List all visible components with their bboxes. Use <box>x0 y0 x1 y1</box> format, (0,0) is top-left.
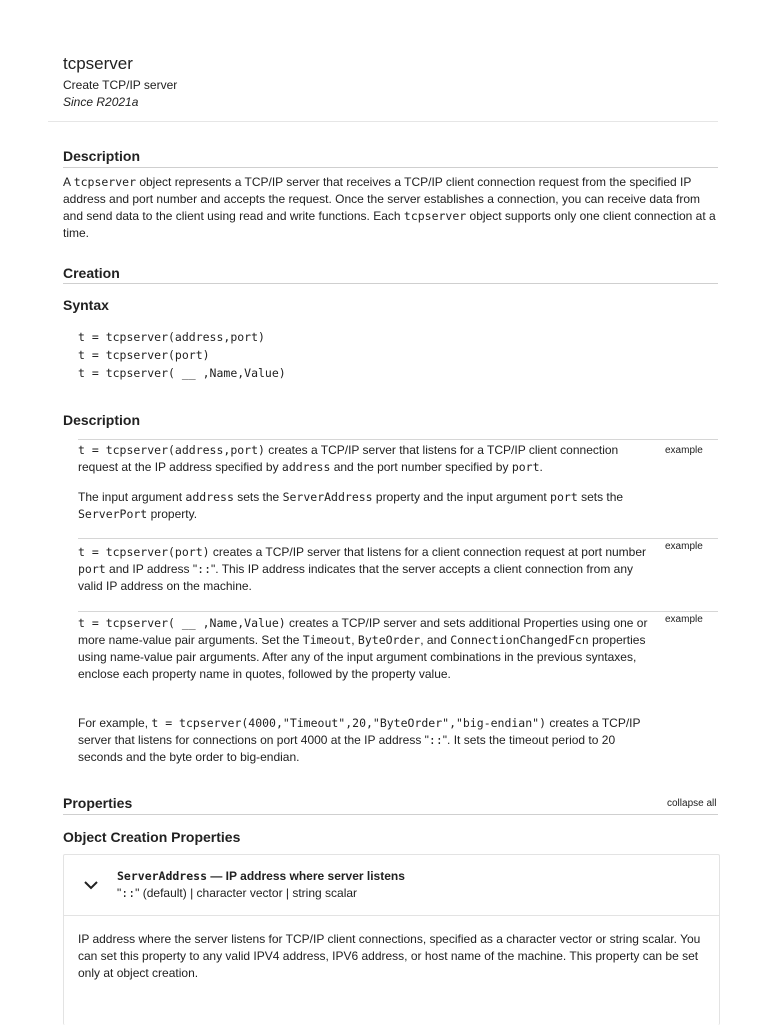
syntax-heading: Syntax <box>63 297 109 313</box>
example-link-1[interactable]: example <box>665 445 703 456</box>
collapse-all-link[interactable]: collapse all <box>667 798 717 809</box>
page-title: tcpserver <box>63 54 133 73</box>
properties-rule <box>63 814 718 815</box>
creation-description-heading: Description <box>63 412 141 428</box>
properties-heading: Properties <box>63 795 133 811</box>
creation-heading: Creation <box>63 265 120 281</box>
object-creation-properties-heading: Object Creation Properties <box>63 829 241 845</box>
property-types: "::" (default) | character vector | string scalar <box>117 886 358 900</box>
since-version: Since R2021a <box>63 95 139 109</box>
syntax-entry-3-example: For example, t = tcpserver(4000,"Timeout",20,"ByteOrder","big-endian") creates a TCP/IP server that listens for connections on port 4000 at the IP address "::". It sets the timeout period to 20 seconds and the byte order to big-endian. <box>78 716 641 764</box>
syntax-line: t = tcpserver(port) <box>78 348 210 362</box>
syntax-line: t = tcpserver( __ ,Name,Value) <box>78 366 286 380</box>
example-link-3[interactable]: example <box>665 614 703 625</box>
syntax-entry-1: t = tcpserver(address,port) creates a TCP/IP server that listens for a TCP/IP client connection request at the IP address specified by address and the port number specified by port. <box>78 443 619 474</box>
entry-divider <box>78 439 718 440</box>
entry-divider <box>78 611 718 612</box>
description-rule <box>63 167 718 168</box>
example-link-2[interactable]: example <box>665 541 703 552</box>
description-heading: Description <box>63 148 141 164</box>
syntax-block <box>78 328 286 382</box>
chevron-down-icon[interactable] <box>82 876 100 894</box>
property-name[interactable]: ServerAddress — IP address where server listens <box>117 869 405 883</box>
property-description: IP address where the server listens for TCP/IP client connections, specified as a character vector or string scalar. You can set this property to any valid IPV4 address, IPV6 address, or host name of the machine. This property can be set only at object creation. <box>78 932 701 980</box>
header-divider <box>48 121 718 122</box>
entry-divider <box>78 538 718 539</box>
creation-rule <box>63 283 718 284</box>
page-subtitle: Create TCP/IP server <box>63 78 178 92</box>
syntax-line: t = tcpserver(address,port) <box>78 330 265 344</box>
description-text: A tcpserver object represents a TCP/IP server that receives a TCP/IP client connection request from the specified IP address and port number and accepts the request. Once the server establishes a connection, you can receive data from and send data to the client using read and write functions. Each tcpserver object supports only one client connection at a time. <box>63 175 716 240</box>
syntax-entry-3: t = tcpserver( __ ,Name,Value) creates a TCP/IP server and sets additional Properties using one or more name-value pair arguments. Set the Timeout, ByteOrder, and ConnectionChangedFcn properties using name-value pair arguments. After any of the input argument combinations in the previous syntaxes, enclose each property name in quotes, followed by the property value. <box>78 616 648 681</box>
syntax-entry-1-detail: The input argument address sets the ServerAddress property and the input argument port sets the ServerPort property. <box>78 490 624 521</box>
syntax-entry-2: t = tcpserver(port) creates a TCP/IP server that listens for a client connection request at port number port and IP address "::". This IP address indicates that the server accepts a client connection from any valid IP address on the machine. <box>78 545 647 593</box>
property-card-divider <box>63 915 719 916</box>
